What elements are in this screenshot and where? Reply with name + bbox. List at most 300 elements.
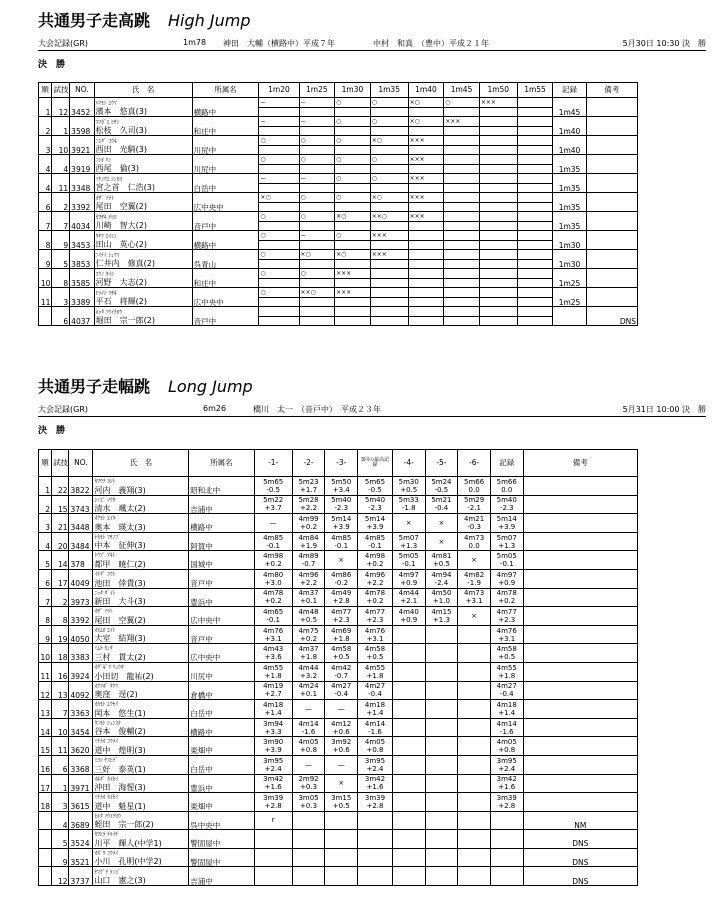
athlete-name-cell	[93, 755, 189, 774]
athlete-kana: ﾄｳﾌﾞ ｱｷﾄ	[94, 553, 116, 560]
mark-cell	[458, 532, 491, 551]
attempt-value: ○	[371, 117, 408, 127]
athlete-name: 川平 輝人(中学1)	[94, 838, 162, 848]
mark-value: 4m18	[364, 700, 386, 709]
table-row	[39, 477, 638, 496]
no-cell: 3743	[69, 495, 93, 514]
attempt-cell	[259, 155, 299, 174]
header-height: 1m35	[370, 83, 408, 98]
attempt-value: ○	[259, 155, 298, 165]
mark-cell	[254, 532, 292, 551]
wind-value: +1.8	[498, 671, 516, 680]
mark-cell	[392, 569, 425, 588]
lot-cell: 2	[52, 193, 70, 212]
mark-cell	[325, 551, 358, 570]
attempt-cell	[370, 288, 408, 307]
mark-value: ×	[438, 537, 445, 546]
wind-value: +0.5	[432, 560, 450, 569]
rank-cell: 8	[39, 231, 52, 250]
lot-cell: 14	[52, 551, 69, 570]
wind-value: -0.4	[499, 690, 514, 699]
attempt-value	[371, 269, 408, 279]
mark-value: 3m05	[298, 793, 319, 802]
mark-value: 3m39	[263, 793, 284, 802]
result-cell	[490, 774, 523, 793]
wind-value: 0.0	[468, 485, 480, 494]
athlete-kana: ﾊﾏﾓﾄ ﾕｳﾏ	[95, 100, 117, 107]
wind-value: -0.7	[301, 560, 316, 569]
attempt-value	[518, 193, 553, 203]
athlete-kana: ﾀﾔﾏ ｴｲｼﾝ	[95, 233, 117, 240]
table-row	[39, 551, 638, 570]
wind-value: +0.5	[400, 485, 418, 494]
attempt-cell	[479, 212, 517, 231]
athlete-name: 西田 光騎(3)	[95, 145, 147, 154]
athlete-name-cell	[94, 117, 192, 136]
attempt-cell	[444, 174, 480, 193]
mark-cell	[392, 830, 425, 849]
mark-cell	[392, 793, 425, 812]
mark-cell	[292, 793, 325, 812]
note-cell	[586, 117, 637, 136]
header-name: 氏 名	[94, 83, 192, 98]
header-no: NO.	[70, 83, 94, 98]
mark-cell	[254, 700, 292, 719]
attempt-value	[518, 174, 553, 184]
mark-cell	[325, 830, 358, 849]
note-cell	[523, 718, 637, 737]
mark-cell	[292, 625, 325, 644]
wind-value: +3.4	[332, 485, 350, 494]
mark-value: 4m97	[496, 570, 517, 579]
mark-value: 4m37	[298, 589, 319, 598]
mark-value: 5m14	[496, 514, 517, 523]
attempt-value	[518, 307, 553, 317]
result-cell	[490, 532, 523, 551]
team-cell: 白岳中	[189, 755, 254, 774]
mark-cell	[425, 495, 458, 514]
mark-cell	[358, 700, 393, 719]
attempt-cell	[444, 231, 480, 250]
high-jump-title-en: High Jump	[168, 11, 251, 30]
header-no: NO.	[69, 450, 93, 477]
athlete-name-cell	[94, 307, 192, 326]
athlete-name: 山口 憲之(3)	[94, 876, 146, 886]
mark-cell	[325, 495, 358, 514]
attempt-value: ×○	[259, 193, 298, 203]
attempt-cell	[444, 193, 480, 212]
wind-value: +3.1	[465, 597, 483, 606]
mark-value: 5m05	[398, 552, 419, 561]
mark-cell	[358, 662, 393, 681]
attempt-value: ○	[371, 174, 408, 184]
no-cell: 3615	[69, 793, 93, 812]
athlete-name-cell	[93, 700, 189, 719]
attempt-cell	[370, 193, 408, 212]
athlete-name: 小川 孔明(中学2)	[94, 857, 162, 867]
mark-cell	[358, 830, 393, 849]
header-height: 1m30	[335, 83, 371, 98]
athlete-name: 堀田 宗一郎(2)	[95, 316, 155, 325]
attempt-value	[518, 117, 553, 127]
athlete-name-cell	[93, 532, 189, 551]
attempt-cell	[370, 250, 408, 269]
mark-cell	[292, 830, 325, 849]
header-trial: -6-	[458, 450, 491, 477]
attempt-cell	[479, 193, 517, 212]
team-cell: 豊浜中	[189, 588, 254, 607]
table-row	[39, 867, 638, 886]
mark-cell	[254, 644, 292, 663]
lot-cell: 1	[52, 117, 70, 136]
lot-cell: 12	[52, 98, 70, 117]
no-cell: 3383	[69, 644, 93, 663]
mark-cell	[358, 793, 393, 812]
attempt-cell	[335, 174, 371, 193]
attempt-value	[444, 155, 479, 165]
mark-cell	[292, 569, 325, 588]
result-cell	[490, 495, 523, 514]
lot-cell: 20	[52, 532, 69, 551]
mark-cell	[425, 477, 458, 496]
attempt-cell	[299, 98, 335, 117]
mark-value: 5m14	[331, 514, 352, 523]
mark-cell	[292, 607, 325, 626]
header-best3: 3回の最高記録	[358, 450, 393, 477]
mark-value: 5m40	[364, 496, 386, 505]
rank-cell: 18	[39, 793, 52, 812]
lot-cell: 7	[52, 700, 69, 719]
attempt-value	[480, 269, 517, 279]
note-cell	[523, 495, 637, 514]
no-cell: 4034	[70, 212, 94, 231]
wind-value: +1.4	[366, 708, 384, 717]
header-lot: 試技	[52, 450, 69, 477]
athlete-kana: ｶﾜｻｷ ﾁﾋﾛ	[95, 214, 117, 221]
lot-cell: 3	[52, 288, 70, 307]
rank-cell	[39, 867, 52, 886]
wind-value: +0.2	[300, 634, 318, 643]
result-cell: 1m30	[553, 231, 586, 250]
table-row	[39, 514, 638, 533]
attempt-value: ○	[300, 212, 335, 222]
note-cell	[523, 514, 637, 533]
attempt-cell	[259, 136, 299, 155]
round-label: 決 勝	[38, 426, 66, 436]
lot-cell: 4	[52, 155, 70, 174]
attempt-cell	[259, 231, 299, 250]
attempt-cell	[370, 212, 408, 231]
note-cell	[586, 193, 637, 212]
wind-value: +0.2	[300, 522, 318, 531]
mark-cell	[458, 755, 491, 774]
attempt-cell	[335, 193, 371, 212]
note-cell: DNS	[586, 307, 637, 326]
mark-cell	[458, 477, 491, 496]
wind-value: -0.1	[334, 541, 349, 550]
athlete-name-cell	[94, 250, 192, 269]
attempt-cell	[517, 212, 553, 231]
wind-value: -1.6	[368, 727, 382, 736]
attempt-value	[444, 288, 479, 298]
long-jump-title-jp: 共通男子走幅跳	[38, 377, 151, 396]
no-cell: 4050	[69, 625, 93, 644]
rank-cell: 15	[39, 737, 52, 756]
mark-cell	[458, 588, 491, 607]
attempt-cell	[335, 231, 371, 250]
mark-value: 3m95	[496, 756, 517, 765]
mark-value: 5m07	[496, 533, 517, 542]
mark-cell	[458, 848, 491, 867]
attempt-cell	[517, 193, 553, 212]
header-name: 氏 名	[93, 450, 189, 477]
wind-value: +0.6	[332, 727, 350, 736]
attempt-value	[518, 136, 553, 146]
no-cell: 3484	[69, 532, 93, 551]
mark-cell	[358, 737, 393, 756]
note-cell	[523, 588, 637, 607]
mark-value: 4m96	[298, 570, 319, 579]
attempt-cell	[444, 288, 480, 307]
table-row	[39, 212, 638, 231]
mark-value: 5m50	[331, 477, 352, 486]
mark-cell	[292, 700, 325, 719]
rank-cell	[39, 848, 52, 867]
no-cell: 3348	[70, 174, 94, 193]
athlete-kana: ﾎｯﾀ ｿｳｲﾁﾛｳ	[95, 309, 123, 316]
wind-value: -0.5	[368, 485, 382, 494]
athlete-name: 松枝 久司(3)	[95, 126, 147, 135]
attempt-cell	[335, 307, 371, 326]
mark-cell	[392, 477, 425, 496]
rank-cell	[39, 830, 52, 849]
mark-value: —	[305, 704, 313, 713]
attempt-value	[518, 231, 553, 241]
attempt-cell	[408, 288, 444, 307]
mark-cell	[425, 867, 458, 886]
no-cell: 3919	[70, 155, 94, 174]
lot-cell: 6	[52, 307, 70, 326]
mark-value: 5m24	[431, 477, 452, 486]
attempt-value	[335, 307, 370, 317]
athlete-name-cell	[94, 136, 192, 155]
mark-value: ×	[405, 518, 412, 527]
mark-cell	[325, 793, 358, 812]
mark-cell	[254, 662, 292, 681]
mark-value: 4m58	[496, 645, 517, 654]
attempt-value	[480, 212, 517, 222]
rank-cell: 13	[39, 700, 52, 719]
result-cell	[490, 718, 523, 737]
mark-value: 3m39	[496, 793, 517, 802]
athlete-name: 西尾 倫(3)	[95, 164, 139, 173]
mark-cell	[325, 569, 358, 588]
attempt-cell	[479, 269, 517, 288]
mark-value: 3m42	[263, 775, 284, 784]
table-row	[39, 700, 638, 719]
mark-cell	[392, 514, 425, 533]
mark-value: 5m22	[263, 496, 284, 505]
table-row	[39, 231, 638, 250]
athlete-name: 池田 倖貴(3)	[94, 578, 146, 588]
team-cell: 音戸中	[192, 212, 259, 231]
no-cell: 4037	[70, 307, 94, 326]
note-cell	[523, 681, 637, 700]
athlete-name: 大室 結翔(3)	[94, 634, 146, 644]
rank-cell: 17	[39, 774, 52, 793]
note-cell	[523, 774, 637, 793]
mark-value: 4m76	[263, 626, 284, 635]
mark-value: 4m85	[331, 533, 352, 542]
header-height: 1m20	[259, 83, 299, 98]
wind-value: +2.8	[332, 597, 350, 606]
wind-value: +2.2	[300, 504, 318, 513]
athlete-name-cell	[93, 867, 189, 886]
athlete-name-cell	[93, 830, 189, 849]
record-holder: 神田 大輔（横路中）平成７年	[223, 39, 335, 48]
wind-value: +3.1	[366, 634, 384, 643]
mark-value: 4m55	[263, 663, 284, 672]
athlete-kana: ﾐﾖｼ ﾔｽﾋﾃﾞ	[94, 758, 119, 764]
lot-cell: 7	[52, 212, 70, 231]
mark-cell	[292, 755, 325, 774]
mark-cell	[358, 755, 393, 774]
attempt-value: ○	[371, 155, 408, 165]
attempt-cell	[479, 136, 517, 155]
mark-value: 4m81	[431, 552, 452, 561]
athlete-name-cell	[94, 212, 192, 231]
athlete-name: 宮之首 仁浩(3)	[95, 183, 155, 192]
result-cell	[490, 625, 523, 644]
attempt-value: ×○	[300, 250, 335, 260]
attempt-value: ○	[444, 98, 479, 108]
attempt-value	[480, 250, 517, 260]
athlete-name: 岡本 悠生(1)	[94, 708, 146, 718]
attempt-cell	[259, 117, 299, 136]
mark-value: 3m92	[331, 738, 352, 747]
result-cell	[490, 681, 523, 700]
mark-cell	[358, 811, 393, 830]
note-cell	[523, 737, 637, 756]
mark-value: 5m33	[398, 496, 419, 505]
attempt-value: ○	[335, 193, 370, 203]
table-row	[39, 737, 638, 756]
athlete-name-cell	[94, 174, 192, 193]
rank-cell: 9	[39, 625, 52, 644]
mark-value: 4m78	[364, 589, 386, 598]
athlete-kana: ｵﾀﾞｷﾞﾘ ﾘｭｳﾀ	[94, 665, 124, 672]
attempt-cell	[299, 117, 335, 136]
mark-cell	[458, 737, 491, 756]
rank-cell: 7	[39, 212, 52, 231]
result-cell: 1m35	[553, 174, 586, 193]
attempt-value: ×○	[371, 136, 408, 146]
team-cell: 和庄中	[192, 117, 259, 136]
attempt-value: −	[259, 174, 298, 184]
mark-value: 4m43	[263, 645, 284, 654]
high-jump-title	[38, 8, 250, 31]
mark-cell	[292, 681, 325, 700]
mark-value: 3m94	[263, 719, 284, 728]
table-row	[39, 755, 638, 774]
mark-cell	[392, 718, 425, 737]
team-cell: 吉浦中	[189, 495, 254, 514]
mark-cell	[425, 737, 458, 756]
attempt-value	[480, 307, 517, 317]
attempt-value	[300, 307, 335, 317]
header-trial: -5-	[425, 450, 458, 477]
mark-cell	[458, 681, 491, 700]
table-row	[39, 718, 638, 737]
mark-cell	[425, 532, 458, 551]
team-cell: 阿賀中	[189, 532, 254, 551]
note-cell	[586, 136, 637, 155]
rank-cell: 5	[39, 551, 52, 570]
team-cell: 吉浦中	[189, 867, 254, 886]
mark-value: 4m18	[263, 700, 284, 709]
attempt-value: ×××	[444, 117, 479, 127]
attempt-value	[480, 117, 517, 127]
mark-cell	[254, 811, 292, 830]
mark-cell	[392, 662, 425, 681]
table-row	[39, 98, 638, 117]
wind-value: +3.6	[264, 653, 282, 662]
team-cell: 広中央中	[189, 644, 254, 663]
attempt-cell	[444, 117, 480, 136]
no-cell: 3924	[69, 662, 93, 681]
attempt-value: ○	[300, 155, 335, 165]
mark-value: 4m94	[431, 570, 452, 579]
wind-value: +2.1	[400, 597, 418, 606]
attempt-cell	[479, 174, 517, 193]
mark-cell	[254, 607, 292, 626]
result-cell: 1m25	[553, 288, 586, 307]
rank-cell: 9	[39, 250, 52, 269]
athlete-name-cell	[93, 607, 189, 626]
attempt-value	[444, 250, 479, 260]
result-cell	[490, 793, 523, 812]
note-cell	[523, 607, 637, 626]
mark-cell	[392, 774, 425, 793]
note-cell	[586, 174, 637, 193]
wind-value: +3.0	[264, 578, 282, 587]
result-cell	[490, 477, 523, 496]
athlete-name-cell	[93, 551, 189, 570]
wind-value: -0.1	[499, 560, 514, 569]
attempt-value: ×××	[335, 269, 370, 279]
athlete-name-cell	[94, 98, 192, 117]
lot-cell: 21	[52, 514, 69, 533]
wind-value: -0.5	[266, 485, 280, 494]
attempt-cell	[444, 212, 480, 231]
athlete-name-cell	[93, 718, 189, 737]
note-cell	[586, 98, 637, 117]
mark-value: 4m77	[496, 607, 517, 616]
wind-value: -0.4	[334, 690, 349, 699]
attempt-cell	[299, 174, 335, 193]
mark-cell	[358, 867, 393, 886]
mark-value: 4m78	[263, 589, 284, 598]
mark-cell	[325, 514, 358, 533]
rank-cell	[39, 307, 52, 326]
attempt-value	[409, 288, 444, 298]
attempt-cell	[517, 98, 553, 117]
attempt-value: ○	[335, 117, 370, 127]
athlete-kana: ｵｶﾓﾄ ﾕｳｾｲ	[94, 702, 119, 709]
mark-cell	[254, 755, 292, 774]
table-row	[39, 155, 638, 174]
rank-cell: 6	[39, 569, 52, 588]
